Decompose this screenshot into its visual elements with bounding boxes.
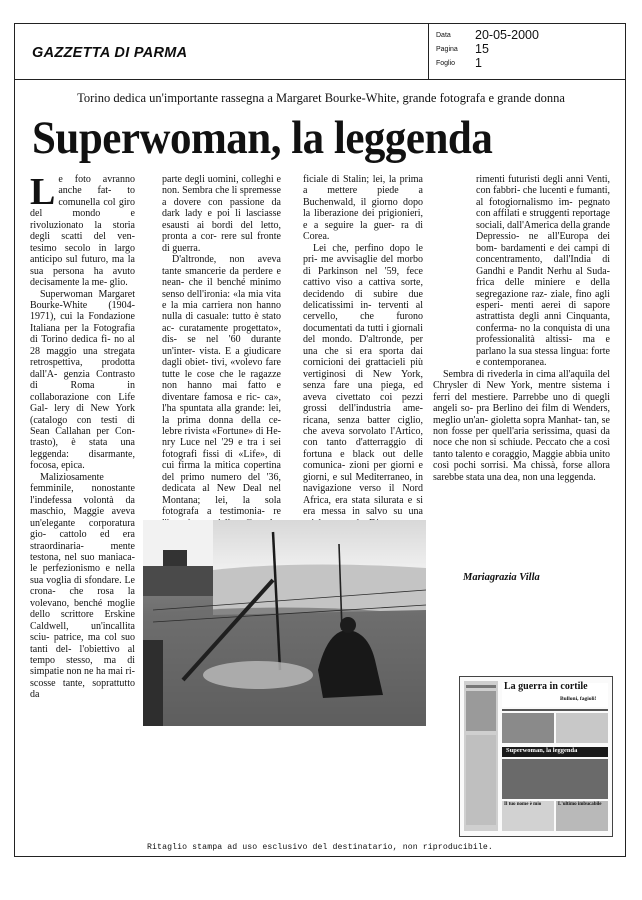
article-headline: Superwoman, la leggenda [32,113,493,164]
column-4-narrow-part [476,174,610,369]
paragraph: Maliziosamente femminile, nonostante l'indefessa volontà da maschio, Maggie aveva un'elegante corporatura gio- cattolo ed era straordinaria- mente testona, nel suo maniaca- le perfezionismo e nella sua voglia di sfondare. Le crona- che rosa la volevano, benché moglie dello scrittore Erskine Caldwell, un'incallita sciu- patrice, ma col suo tanti del- l'obiettivo al tempo stesso, ma di simpatie non ne ha mai ri- scosse tante, soprattutto da [30,471,135,701]
sheet-label: Foglio [436,60,456,67]
paragraph: Superwoman Margaret Bourke-White (1904-1971), cui la Fondazione Italiana per la Fotografia di Torino dedica fi- no al 28 maggio una stregata retrospettiva, prodotta dall'A- genzia Contrasto di Roma in collaborazione con Life Gal- lery di New York (catalogo con testi di Sean Callahan per Con- trasto), è stata una leggenda: disarmante, focosa, epica. [30,288,135,472]
paragraph: parte degli uomini, colleghi e non. Sembra che li spremesse a dovere con passione da dark lady e poi li lasciasse esausti ai bordi del letto, pronta a cor- rere sul fronte di guerra. [162,174,281,254]
page-value: 15 [475,42,489,56]
masthead: GAZZETTA DI PARMA [32,45,188,61]
byline: Mariagrazia Villa [463,572,540,583]
thumbnail-inset-title: Superwoman, la leggenda [506,747,578,754]
article-column-1 [30,171,135,701]
sheet-value: 1 [475,56,482,70]
article-kicker: Torino dedica un'importante rassegna a Margaret Bourke-White, grande fotografa e grande donna [77,91,565,105]
article-column-2 [162,174,281,519]
paragraph: Sembra di rivederla in cima all'aquila del Chrysler di New York, mentre sistema i ferri del mestiere. Parrebbe uno di quegli angeli so- pra Berlino dei film di Wenders, meglio un'an- gioletta sopra Manhat- tan, se non fosse per quell'aria serissima, quasi da noce che non si schiude. Peccato che a così tanto talento e coraggio, Maggie abbia unito così pochi sorrisi. Ma chissà, forse allora sarebbe stata una dea, non una leggenda. [433,368,610,483]
article-column-3 [303,174,423,518]
paragraph: rimenti futuristi degli anni Venti, con fabbri- che lucenti e fumanti, al fotogiornalismo im- pegnato con affilati e struggenti reportage sociali, dall'America della grande Depressio- ne all'Europa dei bom- bardamenti e dei campi di concentramento, dall'India di Gandhi e Pandit Nerhu al Suda- frica delle miniere e della segregazione raz- ziale, fino agli esperi- menti aerei di sapore astrattista degli anni Cinquanta, conferma- no la conquista di una professionalità altissi- ma e parlano la sua stessa lingua: forte e contemporanea. [476,174,610,369]
thumbnail-subhead: Bulloni, fagioli! [560,696,597,702]
thumbnail-bottom-right: L'ultimo imbucabile [558,802,602,807]
date-label: Data [436,32,451,39]
header-separator [14,79,626,80]
paragraph: Lei che, perfino dopo le pri- me avvisaglie del morbo di Parkinson nel '59, fece cattivo viso a cattiva sorte, decidendo di subire due delicatissimi in- terventi al cervello, che furono documentati da tutti i giornali del mondo. D'altronde, per una che si era sporta dai cornicioni dei grattacieli più vertiginosi di New York, senza fare una piega, ed aveva civettato coi pezzi grossi dell'industria ame- ricana, senza batter ciglio, che aveva sorvolato l'Artico, con tanto d'atterraggio di fortuna e black out delle comunica- zioni per giorni e giorni, e sul Mediterraneo, in navigazione verso il Nord Africa, era stata silurata e si era messa in salvo su una [303,242,423,518]
page-label: Pagina [436,46,458,53]
paragraph: Le foto avranno anche fat- to comunella col giro del mondo e rivoluzionato la storia degli scatti del ven- tesimo secolo in largo anticipo sul futuro, ma la sua persona ha avuto decisamente la me- glio. [30,171,135,289]
reproduction-notice: Ritaglio stampa ad uso esclusivo del destinatario, non riproducibile. [147,843,493,852]
paragraph: D'altronde, non aveva tante smancerie da perdere e nean- che il benché minimo senso dell'ironia: «la mia vita e la mia carriera non hanno nulla di casuale: tutto è stato ac- curatamente progettato», dis- se nel '60 durante un'inter- vista. E a giudicare dagli obiet- tivi, «volevo fare tutte le cose che le ragazze non hanno mai fatto e diventare famosa e ric- ca», l'ha spuntata alla grande: lei, la prima donna della ce- lebre rivista «Fortune» di He- nry Luce nel '29 e tra i sei fotografi fissi di «Life», di cui firma la mitica copertina del primo numero del '36, dedicata al New Deal nel Montana; lei, la sola fotografa a testimonia- re [162,254,281,518]
article-column-4 [433,174,610,568]
drop-cap: L [30,171,56,213]
newspaper-page-thumbnail [459,676,613,837]
article-photo [143,520,426,726]
paragraph: ficiale di Stalin; lei, la prima a mettere piede a Buchenwald, il giorno dopo la liberazione dei prigionieri, e a seguire la guer- ra di Corea. [303,174,423,243]
thumbnail-headline: La guerra in cortile [504,681,588,692]
date-value: 20-05-2000 [475,28,539,42]
thumbnail-bottom-left: Il tuo nome è mio [504,802,542,807]
photo-image [143,520,426,726]
